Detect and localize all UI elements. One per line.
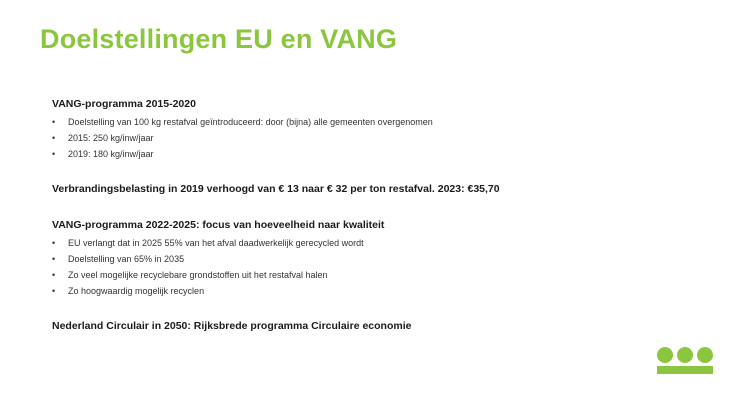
section-verbrandingsbelasting bbox=[52, 183, 500, 195]
list-item: • Zo veel mogelijke recyclebare grondstoffen uit het restafval halen bbox=[52, 267, 384, 283]
slide-title: Doelstellingen EU en VANG bbox=[40, 24, 398, 54]
section-vang-2015 bbox=[52, 98, 433, 162]
list-item: • Doelstelling van 65% in 2035 bbox=[52, 251, 384, 267]
list-item: • EU verlangt dat in 2025 55% van het afval daadwerkelijk gerecycled wordt bbox=[52, 235, 384, 251]
bullet-list bbox=[52, 235, 384, 299]
section-heading: VANG-programma 2022-2025: focus van hoeveelheid naar kwaliteit bbox=[52, 219, 385, 231]
section-nederland-circulair bbox=[52, 320, 411, 332]
list-item: • 2015: 250 kg/inw/jaar bbox=[52, 130, 433, 146]
section-heading: Verbrandingsbelasting in 2019 verhoogd van € 13 naar € 32 per ton restafval. 2023: €35,70 bbox=[52, 183, 500, 195]
section-heading: VANG-programma 2015-2020 bbox=[52, 98, 196, 110]
list-item: • Zo hoogwaardig mogelijk recyclen bbox=[52, 283, 384, 299]
list-item: • Doelstelling van 100 kg restafval geïntroduceerd: door (bijna) alle gemeenten overgenomen bbox=[52, 114, 433, 130]
three-circles-logo-icon bbox=[655, 346, 715, 376]
bullet-list bbox=[52, 114, 433, 162]
list-item: • 2019: 180 kg/inw/jaar bbox=[52, 146, 433, 162]
section-vang-2022 bbox=[52, 219, 384, 299]
section-heading: Nederland Circulair in 2050: Rijksbrede programma Circulaire economie bbox=[52, 320, 412, 332]
